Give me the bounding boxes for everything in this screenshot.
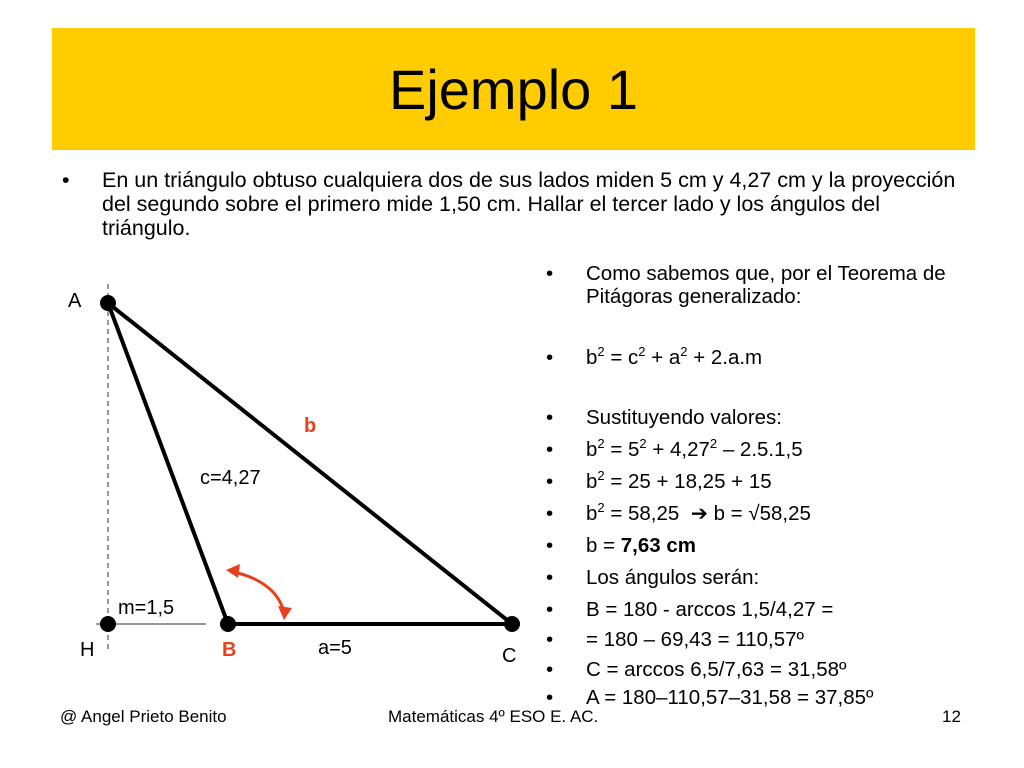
bullet: •	[546, 628, 554, 651]
step-text: $b^2 = 58,25$ ➔ b = √58,25	[586, 500, 811, 525]
bullet: •	[546, 566, 554, 589]
bullet: •	[62, 168, 70, 192]
arc-arrowhead-end	[278, 606, 292, 620]
step-text: Los ángulos serán:	[586, 566, 760, 589]
label-side-b: b	[304, 415, 317, 437]
vertex-c-dot	[504, 616, 520, 632]
footer-author: @ Angel Prieto Benito	[60, 707, 227, 726]
label-vertex-a: A	[68, 290, 82, 312]
problem-text: En un triángulo obtuso cualquiera dos de sus lados miden 5 cm y 4,27 cm y la proyección del segundo sobre el primero mide 1,50 cm. Hallar el tercer lado y los ángulos del triángulo.	[102, 168, 956, 240]
arc-arrowhead-start	[226, 564, 240, 578]
footer-course: Matemáticas 4º ESO E. AC.	[388, 707, 599, 726]
bullet: •	[546, 406, 554, 429]
slide-title: Ejemplo 1	[388, 58, 639, 121]
label-vertex-c: C	[502, 645, 517, 667]
label-vertex-h: H	[80, 639, 95, 661]
triangle-diagram	[0, 260, 540, 700]
step-text: A = 180–110,57–31,58 = 37,85º	[586, 686, 874, 709]
label-side-a: a=5	[318, 637, 352, 659]
step-text: C = arccos 6,5/7,63 = 31,58º	[586, 658, 847, 681]
label-side-c: c=4,27	[200, 467, 261, 489]
step-text: $b^2 = 25 + 18,25 + 15$	[586, 468, 772, 493]
bullet: •	[546, 502, 554, 525]
vertex-h-dot	[100, 616, 116, 632]
step-text: Como sabemos que, por el Teorema de Pitágoras generalizado:	[586, 262, 946, 308]
arrow-icon: ➔	[690, 502, 708, 525]
label-projection-m: m=1,5	[118, 597, 175, 619]
step-text: $b^2 = 5^2 + 4,27^2 - 2.5.1,5$	[586, 436, 803, 461]
bullet: •	[546, 658, 554, 681]
step-text: b = 7,63 cm	[586, 534, 696, 557]
title-bar	[52, 28, 975, 150]
step-text: B = 180 - arccos 1,5/4,27 =	[586, 598, 834, 621]
bullet: •	[546, 598, 554, 621]
bullet: •	[546, 346, 554, 369]
step-text: $b^2 = c^2 + a^2 + 2.a.m$	[586, 344, 763, 369]
bullet: •	[546, 686, 554, 709]
vertex-a-dot	[100, 295, 116, 311]
footer-page-number: 12	[942, 707, 961, 726]
label-vertex-b: B	[222, 639, 237, 661]
bullet: •	[546, 438, 554, 461]
angle-arc	[234, 572, 284, 612]
vertex-b-dot	[220, 616, 236, 632]
bullet: •	[546, 470, 554, 493]
step-text: = 180 – 69,43 = 110,57º	[586, 628, 804, 651]
bullet: •	[546, 534, 554, 557]
step-text: Sustituyendo valores:	[586, 406, 783, 429]
result-value: 7,63 cm	[620, 534, 696, 557]
bullet: •	[546, 262, 554, 285]
